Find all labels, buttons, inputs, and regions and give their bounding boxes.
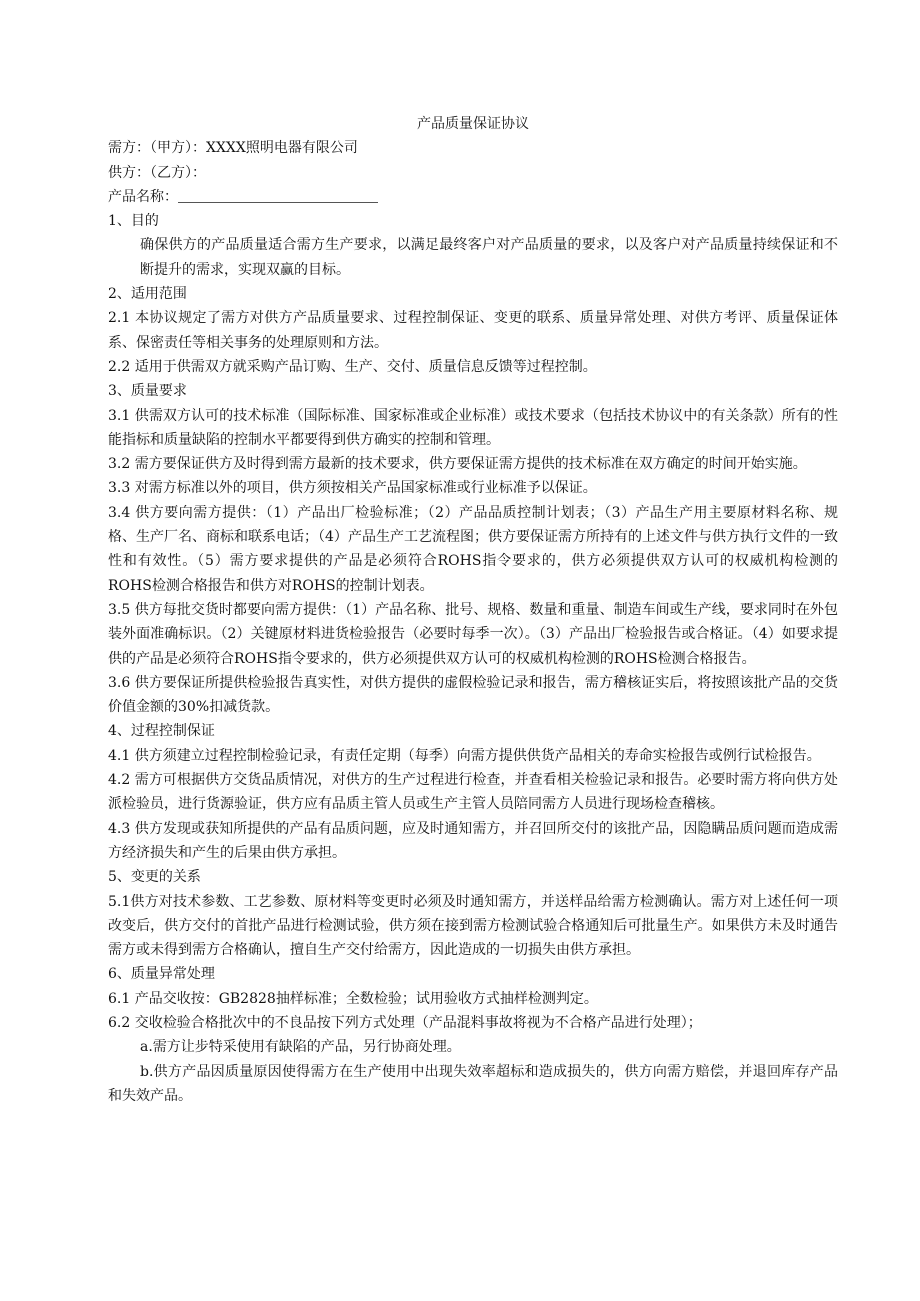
section-2-heading: 2、适用范围 bbox=[108, 286, 187, 303]
clause-6-2-b: b.供方产品因质量原因使得需方在生产使用中出现失效率超标和造成损失的，供方向需方赔偿，并退回库存产品和失效产品。 bbox=[108, 1063, 838, 1104]
section-5-heading: 5、变更的关系 bbox=[108, 869, 201, 886]
clause-4-1: 4.1 供方须建立过程控制检验记录，有责任定期（每季）向需方提供供货产品相关的寿命实检报告或例行试检报告。 bbox=[108, 747, 821, 764]
clause-4-3: 4.3 供方发现或获知所提供的产品有品质问题，应及时通知需方，并召回所交付的该批产品，因隐瞒品质问题而造成需方经济损失和产生的后果由供方承担。 bbox=[108, 820, 838, 861]
section-4-heading: 4、过程控制保证 bbox=[108, 723, 215, 740]
clause-3-1: 3.1 供需双方认可的技术标准（国际标准、国家标准或企业标准）或技术要求（包括技术协议中的有关条款）所有的性能指标和质量缺陷的控制水平都要得到供方确实的控制和管理。 bbox=[108, 407, 838, 448]
clause-2-1: 2.1 本协议规定了需方对供方产品质量要求、过程控制保证、变更的联系、质量异常处理、对供方考评、质量保证体系、保密责任等相关事务的处理原则和方法。 bbox=[108, 310, 838, 351]
section-3-heading: 3、质量要求 bbox=[108, 383, 187, 400]
supplier-line: 供方：（乙方）： bbox=[108, 164, 206, 181]
product-name-blank bbox=[178, 188, 378, 203]
clause-6-1: 6.1 产品交收按：GB2828抽样标准；全数检验；试用验收方式抽样检测判定。 bbox=[108, 990, 598, 1007]
clause-3-6: 3.6 供方要保证所提供检验报告真实性，对供方提供的虚假检验记录和报告，需方稽核证实后，将按照该批产品的交货价值金额的30%扣减货款。 bbox=[108, 674, 838, 716]
buyer-line: 需方：（甲方）：XXXX照明电器有限公司 bbox=[108, 140, 358, 157]
section-1-heading: 1、目的 bbox=[108, 213, 159, 230]
clause-6-2-a: a.需方让步特采使用有缺陷的产品，另行协商处理。 bbox=[140, 1039, 461, 1056]
clause-6-2: 6.2 交收检验合格批次中的不良品按下列方式处理（产品混料事故将视为不合格产品进行处理）； bbox=[108, 1014, 702, 1031]
clause-3-3: 3.3 对需方标准以外的项目，供方须按相关产品国家标准或行业标准予以保证。 bbox=[108, 480, 597, 497]
agreement-document bbox=[108, 112, 838, 1108]
clause-3-2: 3.2 需方要保证供方及时得到需方最新的技术要求，供方要保证需方提供的技术标准在双方确定的时间开始实施。 bbox=[108, 456, 807, 473]
section-6-heading: 6、质量异常处理 bbox=[108, 966, 215, 983]
clause-2-2: 2.2 适用于供需双方就采购产品订购、生产、交付、质量信息反馈等过程控制。 bbox=[108, 358, 597, 375]
clause-3-4: 3.4 供方要向需方提供：（1）产品出厂检验标准；（2）产品品质控制计划表；（3）产品生产用主要原材料名称、规格、生产厂名、商标和联系电话；（4）产品生产工艺流程图；供方要保证需方所持有的上述文件与供方执行文件的一致性和有效性。（5）需方要求提供的产品是必须符合ROHS指令要求的，供方必须提供双方认可的权威机构检测的ROHS检测合格报告和供方对ROHS的控制计划表。 bbox=[108, 504, 838, 594]
clause-3-5: 3.5 供方每批交货时都要向需方提供：（1）产品名称、批号、规格、数量和重量、制造车间或生产线，要求同时在外包装外面准确标识。（2）关键原材料进货检验报告（必要时每季一次）。（3）产品出厂检验报告或合格证。（4）如要求提供的产品是必须符合ROHS指令要求的，供方必须提供双方认可的权威机构检测的ROHS检测合格报告。 bbox=[108, 601, 838, 667]
section-1-body: 确保供方的产品质量适合需方生产要求，以满足最终客户对产品质量的要求，以及客户对产品质量持续保证和不断提升的需求，实现双赢的目标。 bbox=[140, 237, 838, 278]
clause-4-2: 4.2 需方可根据供方交货品质情况，对供方的生产过程进行检查，并查看相关检验记录和报告。必要时需方将向供方处派检验员，进行货源验证，供方应有品质主管人员或生产主管人员陪同需方人员进行现场检查稽核。 bbox=[108, 772, 838, 813]
page-title: 产品质量保证协议 bbox=[417, 116, 529, 132]
product-name-label: 产品名称： bbox=[108, 188, 178, 205]
product-name-line bbox=[108, 185, 838, 209]
clause-5-1: 5.1供方对技术参数、工艺参数、原材料等变更时必须及时通知需方，并送样品给需方检测确认。需方对上述任何一项改变后，供方交付的首批产品进行检测试验，供方须在接到需方检测试验合格通知后可批量生产。如果供方未及时通告需方或未得到需方合格确认，擅自生产交付给需方，因此造成的一切损失由供方承担。 bbox=[108, 893, 838, 959]
